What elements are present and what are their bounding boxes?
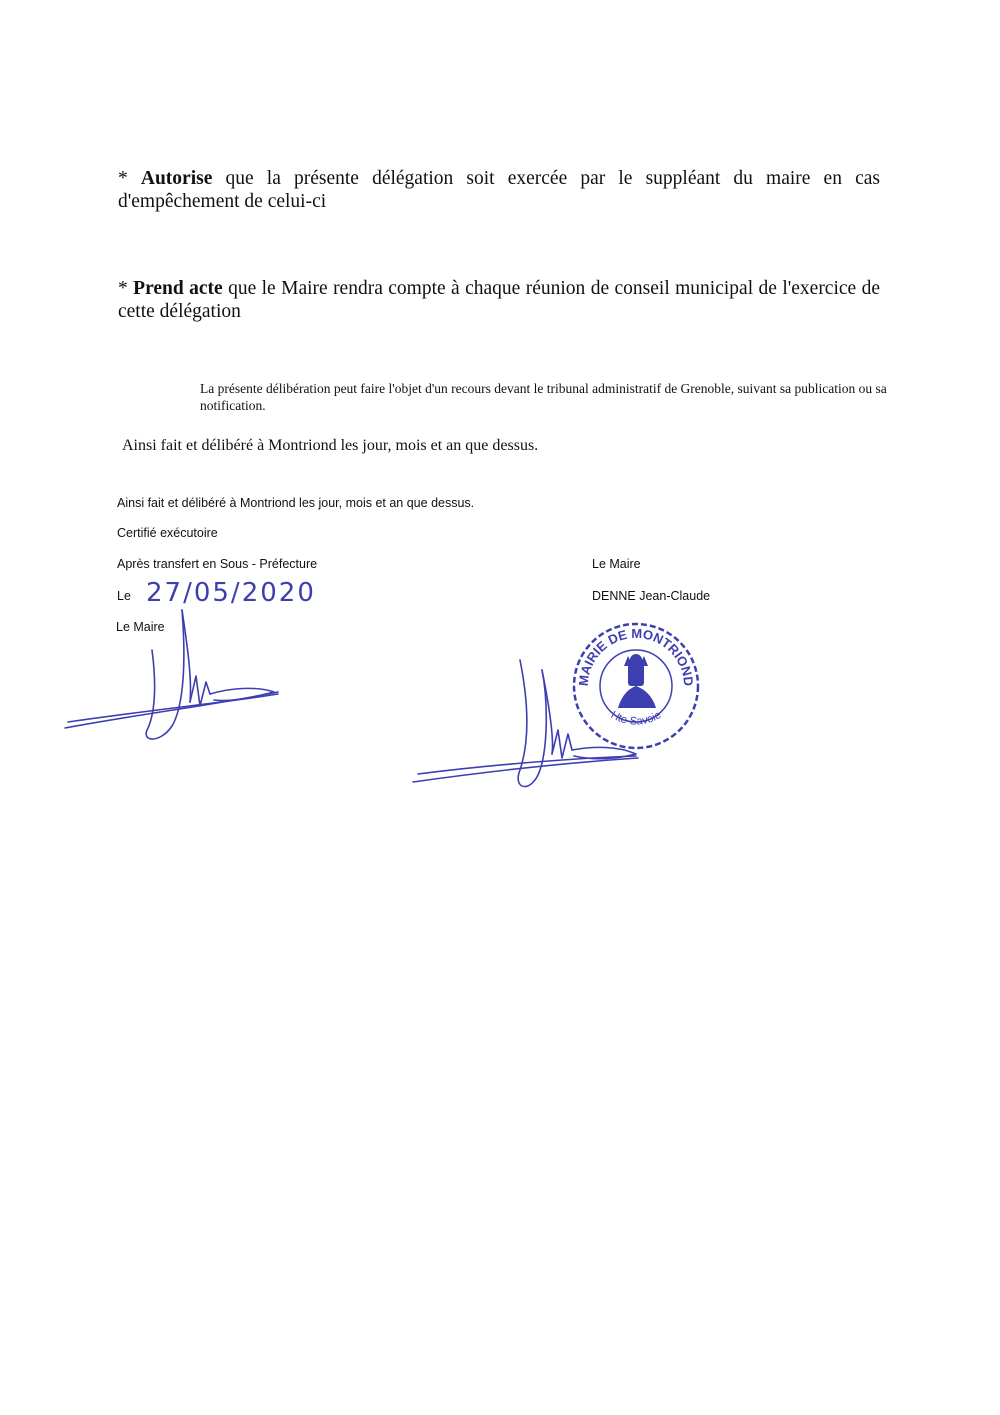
mayor-name: DENNE Jean-Claude <box>592 589 711 603</box>
clause-marker: * <box>118 278 128 299</box>
stamp-top-text: MAIRIE DE MONTRIOND <box>575 625 697 687</box>
signer-left-label: Le Maire <box>116 620 165 634</box>
stamp-bottom-text: Hte-Savoie <box>608 709 664 728</box>
appeal-notice: La présente délibération peut faire l'objet d'un recours devant le tribunal administratif de Grenoble, suivant sa publication ou sa notification. <box>200 381 887 413</box>
transfer-label: Après transfert en Sous - Préfecture <box>117 557 318 571</box>
closing-statement: Ainsi fait et délibéré à Montriond les jour, mois et an que dessus. <box>122 437 539 454</box>
closing-statement-certified: Ainsi fait et délibéré à Montriond les jour, mois et an que dessus. <box>117 496 475 510</box>
clause-text: que la présente délégation soit exercée par le suppléant du maire en cas d'empêchement de celui-ci <box>118 168 880 212</box>
clause-prend-acte <box>118 277 880 323</box>
official-stamp <box>566 616 706 756</box>
signature-left <box>60 610 320 750</box>
svg-text:Hte-Savoie <box>609 709 663 728</box>
clause-keyword: Prend acte <box>133 278 223 299</box>
stamp-emblem-icon <box>618 654 656 708</box>
handwritten-date: 27/05/2020 <box>146 578 316 608</box>
clause-autorise <box>118 167 880 213</box>
certified-label: Certifié exécutoire <box>117 526 218 540</box>
clause-keyword: Autorise <box>140 168 213 189</box>
clause-marker: * <box>118 168 128 189</box>
date-prefix: Le <box>117 589 131 603</box>
clause-text: que le Maire rendra compte à chaque réunion de conseil municipal de l'exercice de cette délégation <box>118 278 880 322</box>
mayor-title: Le Maire <box>592 557 641 571</box>
